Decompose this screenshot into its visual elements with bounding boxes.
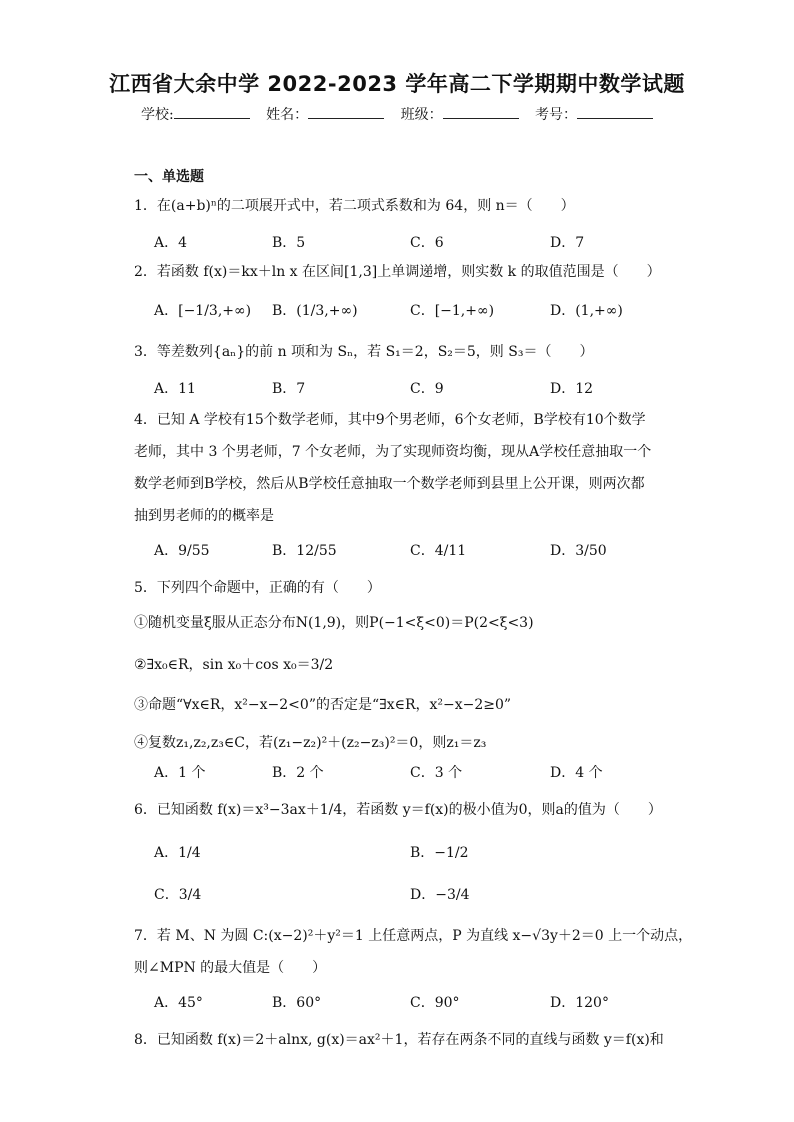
statement-4: ④复数z₁,z₂,z₃∈C，若(z₁−z₂)²＋(z₂−z₃)²＝0，则z₁＝z₃ [134,735,487,751]
question-8: 8．已知函数 f(x)＝2＋alnx, g(x)＝ax²＋1，若存在两条不同的直线与函数 y＝f(x)和 [134,1032,664,1048]
option-a[interactable]: A．9/55 [154,543,210,559]
question-6-options-row1 [154,832,674,872]
exam-number-field[interactable]: 考号： [535,104,653,124]
class-field[interactable]: 班级： [401,104,519,124]
statement-2: ②∃x₀∈R，sin x₀＋cos x₀＝3/2 [134,657,334,673]
option-a[interactable]: A．4 [154,235,188,251]
question-6: 6．已知函数 f(x)＝x³−3ax＋1/4，若函数 y＝f(x)的极小值为0，则a的值为（ ） [134,802,662,818]
option-c[interactable]: C．90° [410,995,460,1011]
question-1: 1．在(a+b)ⁿ的二项展开式中，若二项式系数和为 64，则 n＝（ ） [134,198,575,214]
option-a[interactable]: A．1 个 [154,765,206,781]
question-5-options [154,752,674,792]
option-d[interactable]: D．4 个 [550,765,603,781]
option-a[interactable]: A．[−1/3,+∞) [154,303,252,319]
option-b[interactable]: B．5 [272,235,306,251]
question-7-line-2: 则∠MPN 的最大值是（ ） [134,960,327,976]
question-6-options-row2 [154,874,674,914]
question-2: 2．若函数 f(x)＝kx＋ln x 在区间[1,3]上单调递增，则实数 k 的取值范围是（ ） [134,264,661,280]
option-d[interactable]: D．7 [550,235,585,251]
student-info-row [0,104,794,124]
option-c[interactable]: C．4/11 [410,543,467,559]
option-b[interactable]: B．2 个 [272,765,324,781]
question-5: 5．下列四个命题中，正确的有（ ） [134,580,381,596]
option-c[interactable]: C．6 [410,235,444,251]
question-7-line-1: 7．若 M、N 为圆 C:(x−2)²＋y²＝1 上任意两点，P 为直线 x−√3y＋2＝0 上一个动点， [134,928,693,944]
option-d[interactable]: D．120° [550,995,609,1011]
option-c[interactable]: C．[−1,+∞) [410,303,495,319]
option-c[interactable]: C．3 个 [410,765,463,781]
option-a[interactable]: A．45° [154,995,203,1011]
question-4-options [154,530,674,570]
option-b[interactable]: B．(1/3,+∞) [272,303,358,319]
question-4: 4．已知 A 学校有15个数学老师，其中9个男老师，6个女老师，B学校有10个数学老师，其中 3 个男老师，7 个女老师，为了实现师资均衡，现从A学校任意抽取一个数学老师到B学校，然后从B学校任意抽取一个数学老师到县里上公开课，则两次都抽到男老师的的概率是 [134,412,652,524]
name-field[interactable]: 姓名： [266,104,384,124]
question-2-options [154,290,674,330]
option-d[interactable]: D．−3/4 [410,887,470,903]
option-b[interactable]: B．7 [272,381,306,397]
option-c[interactable]: C．3/4 [154,887,202,903]
school-field[interactable]: 学校: [141,104,250,124]
option-b[interactable]: B．12/55 [272,543,337,559]
option-b[interactable]: B．60° [272,995,322,1011]
section-title: 一、单选题 [134,169,204,185]
option-d[interactable]: D．(1,+∞) [550,303,623,319]
option-d[interactable]: D．12 [550,381,594,397]
question-3: 3．等差数列{aₙ}的前 n 项和为 Sₙ，若 S₁＝2，S₂＝5，则 S₃＝（ ） [134,344,594,360]
option-a[interactable]: A．11 [154,381,196,397]
page-title: 江西省大余中学 2022-2023 学年高二下学期期中数学试题 [109,72,685,96]
question-7-options [154,982,674,1022]
option-c[interactable]: C．9 [410,381,444,397]
question-3-options [154,368,674,408]
option-b[interactable]: B．−1/2 [410,845,469,861]
statement-3: ③命题“∀x∈R，x²−x−2<0”的否定是“∃x∈R，x²−x−2≥0” [134,697,512,713]
option-d[interactable]: D．3/50 [550,543,607,559]
statement-1: ①随机变量ξ服从正态分布N(1,9)，则P(−1<ξ<0)＝P(2<ξ<3) [134,615,534,631]
option-a[interactable]: A．1/4 [154,845,201,861]
